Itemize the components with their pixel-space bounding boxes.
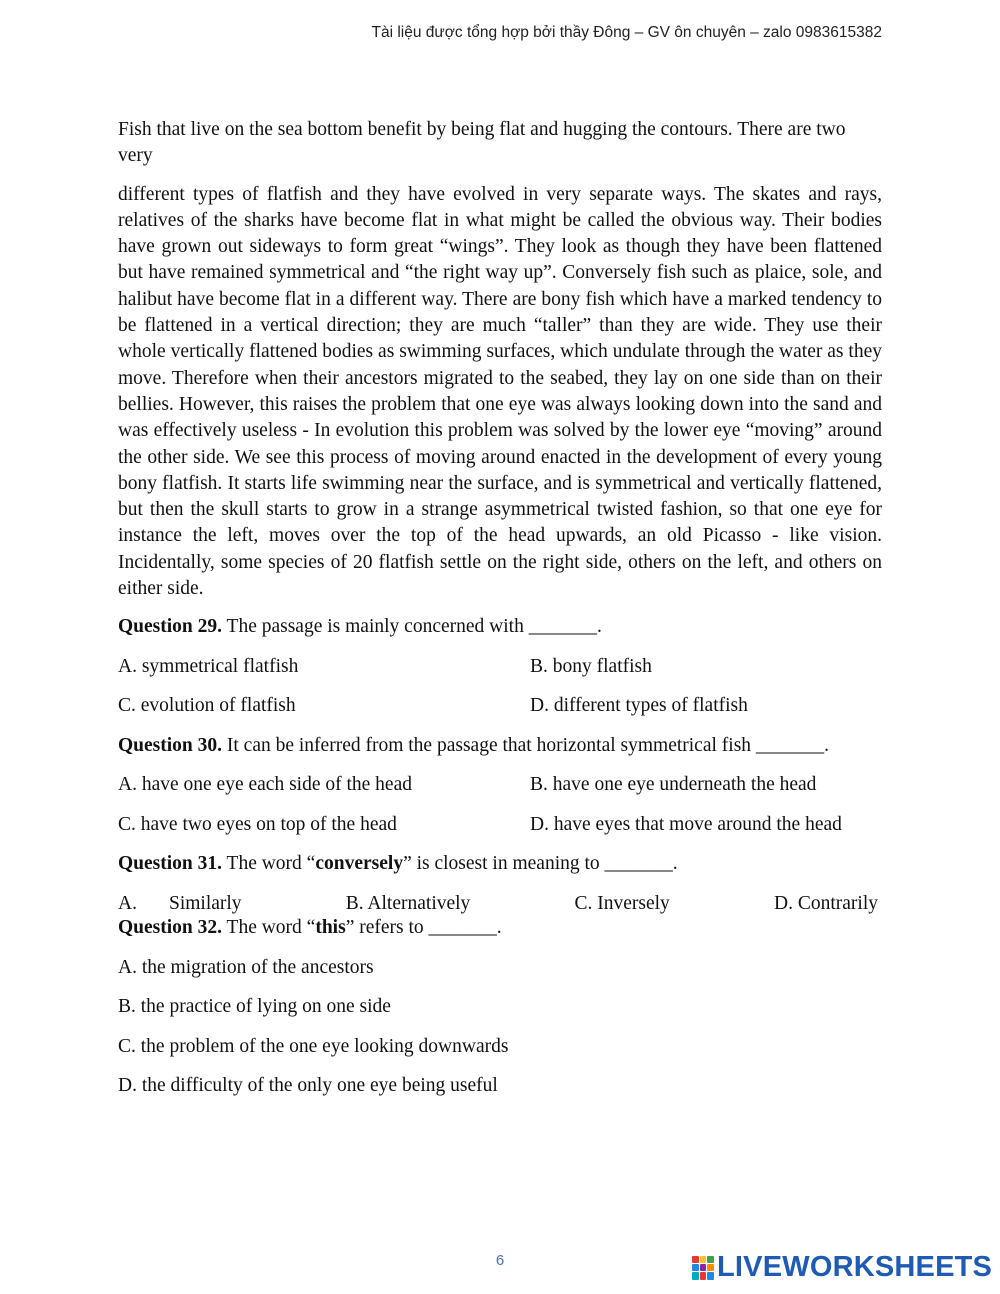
question-30 [118,733,882,773]
option-b[interactable]: B. bony flatfish [530,655,652,677]
option-a[interactable]: A. symmetrical flatfish [118,655,299,677]
option-b[interactable]: B. have one eye underneath the head [530,774,817,796]
question-32-label: Question 32. [118,917,223,939]
passage-paragraph-2: different types of flatfish and they have evolved in very separate ways. The skates and rays, relatives of the sharks have become flat in what might be called the obvious way. Their bodies have grown out sideways to form great “wings”. They look as though they have been flattened but have remained symmetrical and “the right way up”. Conversely fish such as plaice, sole, and halibut have become flat in a different way. There are bony fish which have a marked tendency to be flattened in a vertical direction; they are much “taller” than they are wide. They use their whole vertically flattened bodies as swimming surfaces, which undulate through the water as they move. Therefore when their ancestors migrated to the seabed, they lay on one side than on their bellies. However, this raises the problem that one eye was always looking down into the sand and was effectively useless - In evolution this problem was solved by the lower eye “moving” around the other side. We see this process of moving around enacted in the development of every young bony flatfish. It starts life swimming near the surface, and is symmetrical and vertically flattened, but then the skull starts to grow in a strange asymmetrical twisted fashion, so that one eye for instance the left, moves over the top of the head upwards, an old Picasso - like vision. Incidentally, some species of 20 flatfish settle on the right side, others on the left, and others on either side. [118,183,882,600]
question-29-label: Question 29. [118,616,223,638]
page-header: Tài liệu được tổng hợp bởi thầy Đông – GV ôn chuyên – zalo 0983615382 [371,24,882,41]
liveworksheets-logo[interactable] [692,1251,992,1284]
question-29-text: The passage is mainly concerned with _______. [222,616,602,638]
option-c[interactable]: C. have two eyes on top of the head [118,813,397,835]
option-d[interactable]: D. the difficulty of the only one eye being useful [118,1075,498,1097]
question-30-label: Question 30. [118,734,223,756]
page-number: 6 [495,1252,505,1269]
option-d[interactable]: D. Contrarily [774,892,878,914]
question-32-keyword: this [315,917,346,939]
option-d[interactable]: D. different types of flatfish [530,695,748,717]
question-30-options-row-1 [118,772,882,812]
question-30-options-row-2 [118,812,882,852]
question-32: Question 32. The word “this” refers to _______. [118,917,502,939]
option-b[interactable]: B. Alternatively [345,892,471,914]
question-31: Question 31. The word “conversely” is closest in meaning to _______. [118,853,678,875]
option-a[interactable]: A. Similarly [118,892,242,914]
worksheet-content [118,117,882,1113]
question-29-options-row-2 [118,693,882,733]
question-31-label: Question 31. [118,853,223,875]
liveworksheets-logo-icon [692,1256,714,1280]
question-31-options [118,891,882,916]
passage-paragraph-1: Fish that live on the sea bottom benefit by being flat and hugging the contours. There are two very [118,119,846,167]
option-a[interactable]: A. have one eye each side of the head [118,774,412,796]
question-31-keyword: conversely [315,853,404,875]
option-a[interactable]: A. the migration of the ancestors [118,956,374,978]
option-b[interactable]: B. the practice of lying on one side [118,996,391,1018]
option-c[interactable]: C. evolution of flatfish [118,695,296,717]
option-c[interactable]: C. Inversely [574,892,670,914]
liveworksheets-logo-text: LIVEWORKSHEETS [717,1251,993,1283]
question-29-options-row-1 [118,654,882,694]
question-30-text: It can be inferred from the passage that horizontal symmetrical fish _______. [222,734,830,756]
option-d[interactable]: D. have eyes that move around the head [530,813,842,835]
question-29 [118,614,882,654]
option-c[interactable]: C. the problem of the one eye looking downwards [118,1035,509,1057]
